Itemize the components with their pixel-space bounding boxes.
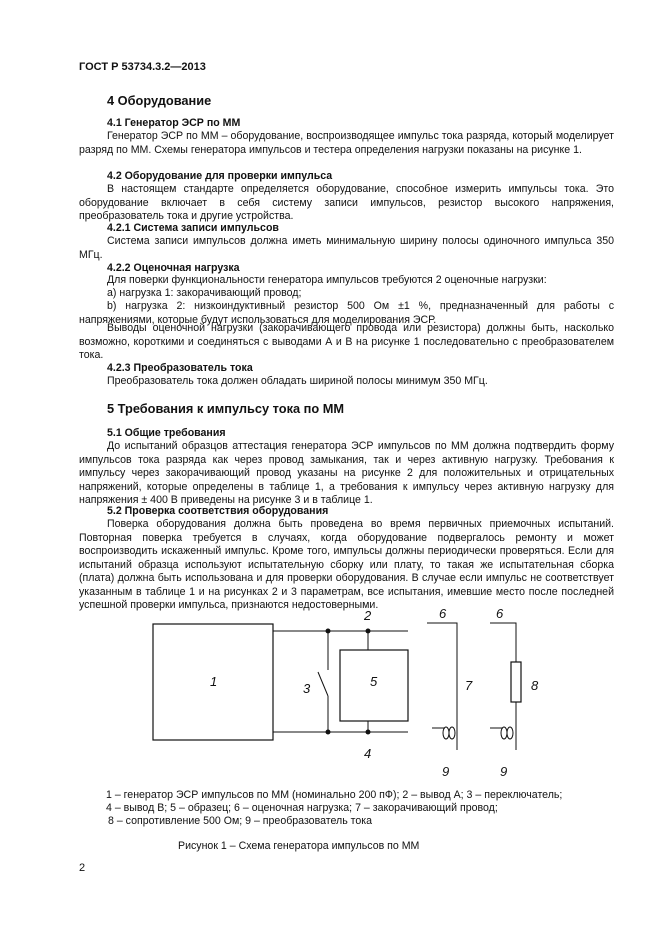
switch-blade [318, 672, 328, 696]
current-transformer [449, 727, 455, 739]
section-4-2-title: 4.2 Оборудование для проверки импульса [107, 170, 333, 182]
section-4-2-2-text: Для поверки функциональности генератора импульсов требуются 2 оценочные нагрузки: [107, 274, 547, 286]
section-4-title: 4 Оборудование [107, 93, 212, 108]
section-5-2-text: Поверка оборудования должна быть проведена во время первичных приемочных испытаний. Повторная поверка требуется в случаях, когда оборудование подвергалось ремонту и может воспроизводить искаженный импульс. Кроме того, импульсы должны периодически проверяться. Если для испытаний образца используют испытательную сборку или плату, то такая же испытательная сборка (плата) должна быть использована и для проверки оборудования. В случае если импульс не соответствует указанным в таблице 1 и на рисунках 2 и 3 параметрам, все испытания, имевшие место после последней успешной проверки импульса, признаются недостоверными. [79, 518, 614, 611]
current-transformer [443, 727, 449, 739]
shorting-wire [427, 623, 457, 728]
current-transformer [501, 727, 507, 739]
label-1: 1 [210, 674, 218, 689]
section-4-1-title: 4.1 Генератор ЭСР по ММ [107, 117, 241, 129]
figure-caption: Рисунок 1 – Схема генератора импульсов по ММ [178, 840, 420, 852]
section-5-2-title: 5.2 Проверка соответствия оборудования [107, 505, 329, 517]
section-5-1-title: 5.1 Общие требования [107, 427, 226, 439]
label-9a: 9 [442, 764, 450, 779]
section-5-title: 5 Требования к импульсу тока по ММ [107, 401, 345, 416]
list-item-b: b) нагрузка 2: низкоиндуктивный резистор 500 Ом ±1 %, предназначенный для работы с напряжениями, которые будут использоваться для моделирования ЭСР. [79, 300, 614, 326]
list-item-a: a) нагрузка 1: закорачивающий провод; [107, 287, 302, 299]
label-4: 4 [364, 746, 372, 761]
section-4-2-2-text-2: Выводы оценочной нагрузки (закорачивающего провода или резистора) должны быть, насколько возможно, короткими и соединяться с выводами А и В на рисунке 1 последовательно с преобразователем тока. [79, 322, 614, 361]
section-4-2-1-title: 4.2.1 Система записи импульсов [107, 222, 279, 234]
label-7: 7 [465, 678, 473, 693]
section-4-1-text: Генератор ЭСР по ММ – оборудование, воспроизводящее импульс тока разряда, который моделирует разряд по ММ. Схемы генератора импульсов и тестера определения нагрузки показаны на рисунке 1. [79, 130, 614, 156]
section-5-1-text: До испытаний образцов аттестация генератора ЭСР импульсов по ММ должна подтвердить форму импульсов тока разряда как через провод замыкания, так и через активную нагрузку. Требования к импульсу через закорачивающий провод указаны на рисунке 2 для положительных и отрицательных напряжений, которые определены в таблице 1, а требования к импульсу через активную нагрузку для напряжения ± 400 В приведены на рисунке 3 и в таблице 1. [79, 440, 614, 506]
current-transformer [507, 727, 513, 739]
resistor-lead-top [490, 623, 516, 662]
page-number: 2 [79, 862, 86, 874]
section-4-2-3-text: Преобразователь тока должен обладать шириной полосы минимум 350 МГц. [107, 375, 488, 387]
section-4-2-1-text: Система записи импульсов должна иметь минимальную ширину полосы одиночного импульса 350 МГц. [79, 235, 614, 261]
figure-legend-line-3: 8 – сопротивление 500 Ом; 9 – преобразователь тока [108, 815, 373, 827]
label-2: 2 [364, 608, 372, 623]
label-5: 5 [370, 674, 378, 689]
figure-legend-line-2: 4 – вывод В; 5 – образец; 6 – оценочная нагрузка; 7 – закорачивающий провод; [106, 802, 498, 814]
resistor [511, 662, 521, 702]
figure-1-schematic [140, 600, 560, 785]
label-6a: 6 [439, 606, 447, 621]
section-4-2-3-title: 4.2.3 Преобразователь тока [107, 362, 253, 374]
label-3: 3 [303, 681, 311, 696]
label-9b: 9 [500, 764, 508, 779]
label-8: 8 [531, 678, 539, 693]
section-4-2-2-title: 4.2.2 Оценочная нагрузка [107, 262, 240, 274]
section-4-2-text: В настоящем стандарте определяется оборудование, способное измерить импульсы тока. Это оборудование включает в себя систему записи импульсов, резистор высокого напряжения, преобразователь тока и другие устройства. [79, 183, 614, 222]
label-6b: 6 [496, 606, 504, 621]
figure-legend-line-1: 1 – генератор ЭСР импульсов по ММ (номинально 200 пФ); 2 – вывод А; 3 – переключатель; [106, 789, 563, 801]
document-header: ГОСТ Р 53734.3.2—2013 [79, 61, 206, 73]
